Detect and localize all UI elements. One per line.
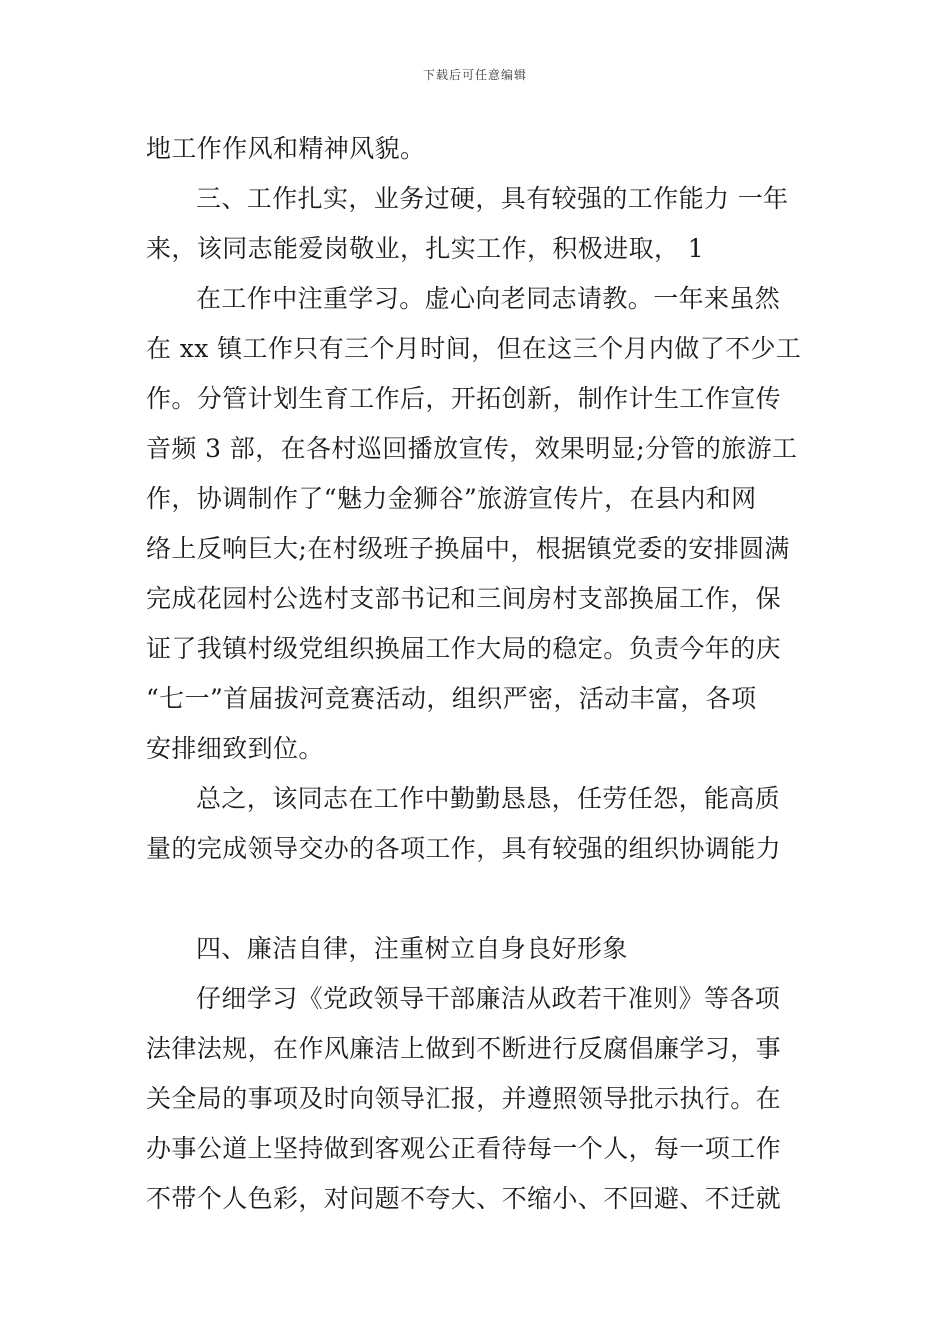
text-line: 量的完成领导交办的各项工作，具有较强的组织协调能力 [146,834,782,863]
text-line: 法律法规，在作风廉洁上做到不断进行反腐倡廉学习，事 [146,1034,782,1063]
text-line: 关全局的事项及时向领导汇报，并遵照领导批示执行。在 [146,1084,782,1113]
text-line: 不带个人色彩，对问题不夸大、不缩小、不回避、不迁就 [146,1184,782,1213]
text-line: 在 xx 镇工作只有三个月时间，但在这三个月内做了不少工 [146,334,802,363]
text-line: 完成花园村公选村支部书记和三间房村支部换届工作，保 [146,584,782,613]
text-line: 作，协调制作了“魅力金狮谷”旅游宣传片，在县内和网 [146,484,757,513]
text-line: 安排细致到位。 [146,734,324,763]
text-line: 仔细学习《党政领导干部廉洁从政若干准则》等各项 [196,984,781,1013]
text-line: 在工作中注重学习。虚心向老同志请教。一年来虽然 [196,284,781,313]
page-header: 下载后可任意编辑 [422,68,527,82]
text-line: 三、工作扎实，业务过硬，具有较强的工作能力 一年 [196,184,789,213]
text-line: 音频 3 部，在各村巡回播放宣传，效果明显;分管的旅游工 [146,434,798,463]
section-heading: 四、廉洁自律，注重树立自身良好形象 [196,934,628,963]
text-line: 络上反响巨大;在村级班子换届中，根据镇党委的安排圆满 [146,534,790,563]
text-line: “七一”首届拔河竞赛活动，组织严密，活动丰富，各项 [146,684,757,713]
text-line: 证了我镇村级党组织换届工作大局的稳定。负责今年的庆 [146,634,782,663]
text-line: 来，该同志能爱岗敬业，扎实工作，积极进取， 1 [146,234,705,263]
text-line: 办事公道上坚持做到客观公正看待每一个人，每一项工作 [146,1134,782,1163]
text-line: 作。分管计划生育工作后，开拓创新，制作计生工作宣传 [146,384,782,413]
text-line: 地工作作风和精神风貌。 [146,134,426,163]
text-line: 总之，该同志在工作中勤勤恳恳，任劳任怨，能高质 [196,784,781,813]
